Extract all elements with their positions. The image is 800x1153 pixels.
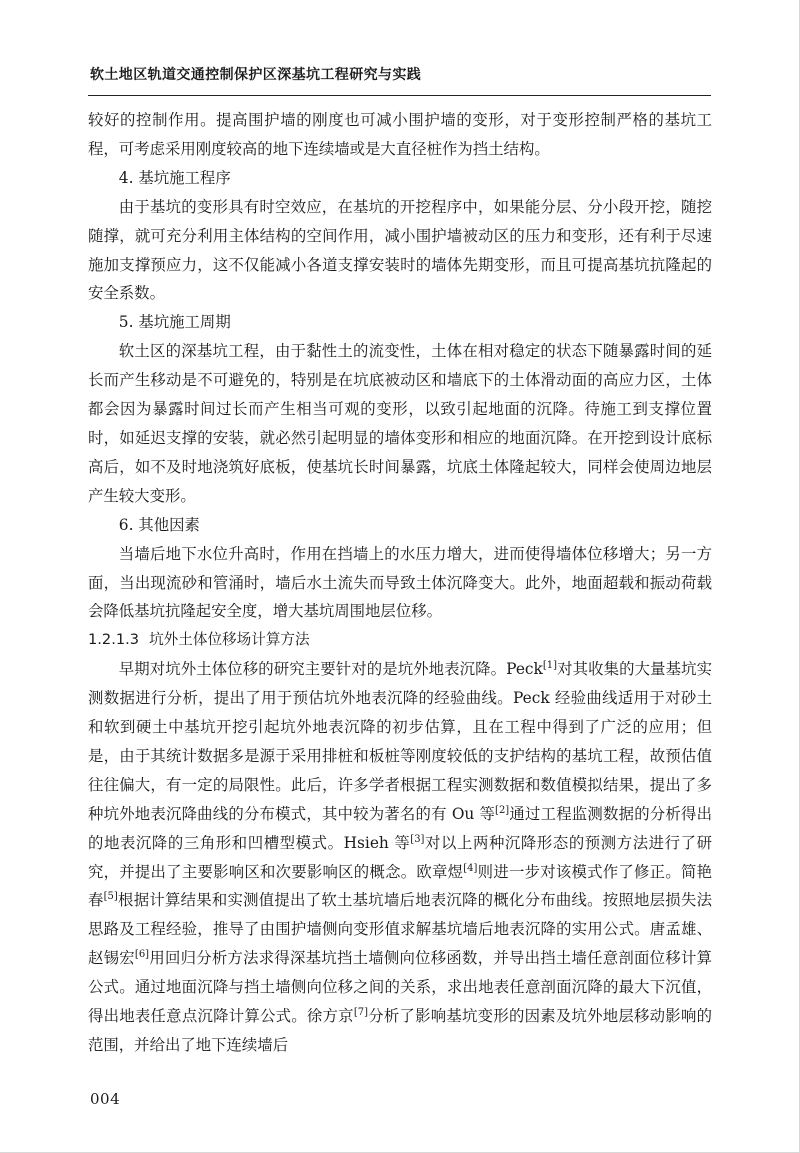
citation-ref-1: [1] bbox=[542, 660, 558, 672]
text-run: 用回归分析方法求得深基坑挡土墙侧向位移函数，并导出挡土墙任意剖面位移计算公式。通过地面沉降与挡土墙侧向位移之间的关系，求出地表任意剖面沉降的最大下沉值，得出地表任意点沉降计算公式。徐方京 bbox=[88, 949, 712, 1026]
citation-ref-3: [3] bbox=[410, 833, 425, 845]
paragraph-displacement-methods bbox=[88, 655, 712, 1060]
heading-other-factors: 6. 其他因素 bbox=[118, 515, 200, 534]
subsection-heading bbox=[88, 626, 712, 655]
paragraph-construction-sequence: 由于基坑的变形具有时空效应，在基坑的开挖程序中，如果能分层、分小段开挖，随挖随撑，就可充分利用主体结构的空间作用，减小围护墙被动区的压力和变形，还有利于尽速施加支撑预应力，这不仅能减小各道支撑安装时的墙体先期变形，而且可提高基坑抗隆起的安全系数。 bbox=[88, 197, 712, 303]
heading-construction-period: 5. 基坑施工周期 bbox=[118, 313, 231, 332]
text-run: 则进一步对该模式作了修正。简艳春 bbox=[88, 862, 712, 910]
text-run: 对以上两种沉降形态的预测方法进行了研究，并提出了主要影响区和次要影响区的概念。欧章煜 bbox=[88, 833, 712, 881]
paragraph-construction-period: 软土区的深基坑工程，由于黏性土的流变性，土体在相对稳定的状态下随暴露时间的延长而产生移动是不可避免的，特别是在坑底被动区和墙底下的土体滑动面的高应力区，土体都会因为暴露时间过长而产生相当可观的变形，以致引起地面的沉降。待施工到支撑位置时，如延迟支撑的安装，就必然引起明显的墙体变形和相应的地面沉降。在开挖到设计底标高后，如不及时地浇筑好底板，使基坑长时间暴露，坑底土体隆起较大，同样会使周边地层产生较大变形。 bbox=[88, 342, 712, 505]
paragraph-continuation: 较好的控制作用。提高围护墙的刚度也可减小围护墙的变形，对于变形控制严格的基坑工程，可考虑采用刚度较高的地下连续墙或是大直径桩作为挡土结构。 bbox=[88, 111, 712, 158]
running-header: 软土地区轨道交通控制保护区深基坑工程研究与实践 bbox=[90, 67, 422, 83]
header-rule bbox=[88, 95, 711, 96]
heading-construction-sequence: 4. 基坑施工程序 bbox=[118, 168, 231, 187]
text-run: 通过工程监测数据的分析得出的地表沉降的三角形和凹槽型模式。Hsieh 等 bbox=[88, 804, 712, 852]
text-run: 早期对坑外土体位移的研究主要针对的是坑外地表沉降。Peck bbox=[118, 660, 543, 679]
citation-ref-4: [4] bbox=[463, 862, 478, 874]
citation-ref-5: [5] bbox=[103, 891, 118, 903]
paragraph-other-factors: 当墙后地下水位升高时，作用在挡墙上的水压力增大，进而使得墙体位移增大；另一方面，当出现流砂和管涌时，墙后水土流失而导致土体沉降变大。此外，地面超载和振动荷载会降低基坑抗隆起安全度，增大基坑周围地层位移。 bbox=[88, 544, 712, 621]
text-run: 根据计算结果和实测值提出了软土基坑墙后地表沉降的概化分布曲线。按照地层损失法思路及工程经验，推导了由围护墙侧向变形值求解基坑墙后地表沉降的实用公式。唐孟雄、赵锡宏 bbox=[88, 891, 712, 968]
body-text bbox=[88, 106, 712, 1060]
citation-ref-7: [7] bbox=[353, 1006, 368, 1018]
text-run: 分析了影响基坑变形的因素及坑外地层移动影响的范围，并给出了地下连续墙后 bbox=[88, 1007, 712, 1054]
citation-ref-2: [2] bbox=[495, 804, 510, 816]
citation-ref-6: [6] bbox=[134, 949, 150, 961]
page-number: 004 bbox=[90, 1090, 121, 1108]
text-run: 对其收集的大量基坑实测数据进行分析，提出了用于预估坑外地表沉降的经验曲线。Peck 经验曲线适用于对砂土和软到硬土中基坑开挖引起坑外地表沉降的初步估算，且在工程中得到了广泛的应用；但是，由于其统计数据多是源于采用排桩和板桩等刚度较低的支护结构的基坑工程，故预估值往往偏大，有一定的局限性。此后，许多学者根据工程实测数据和数值模拟结果，提出了多种坑外地表沉降曲线的分布模式，其中较为著名的有 Ou 等 bbox=[88, 660, 712, 823]
subsection-number: 1.2.1.3 bbox=[88, 631, 140, 649]
subsection-title: 坑外土体位移场计算方法 bbox=[149, 631, 310, 649]
